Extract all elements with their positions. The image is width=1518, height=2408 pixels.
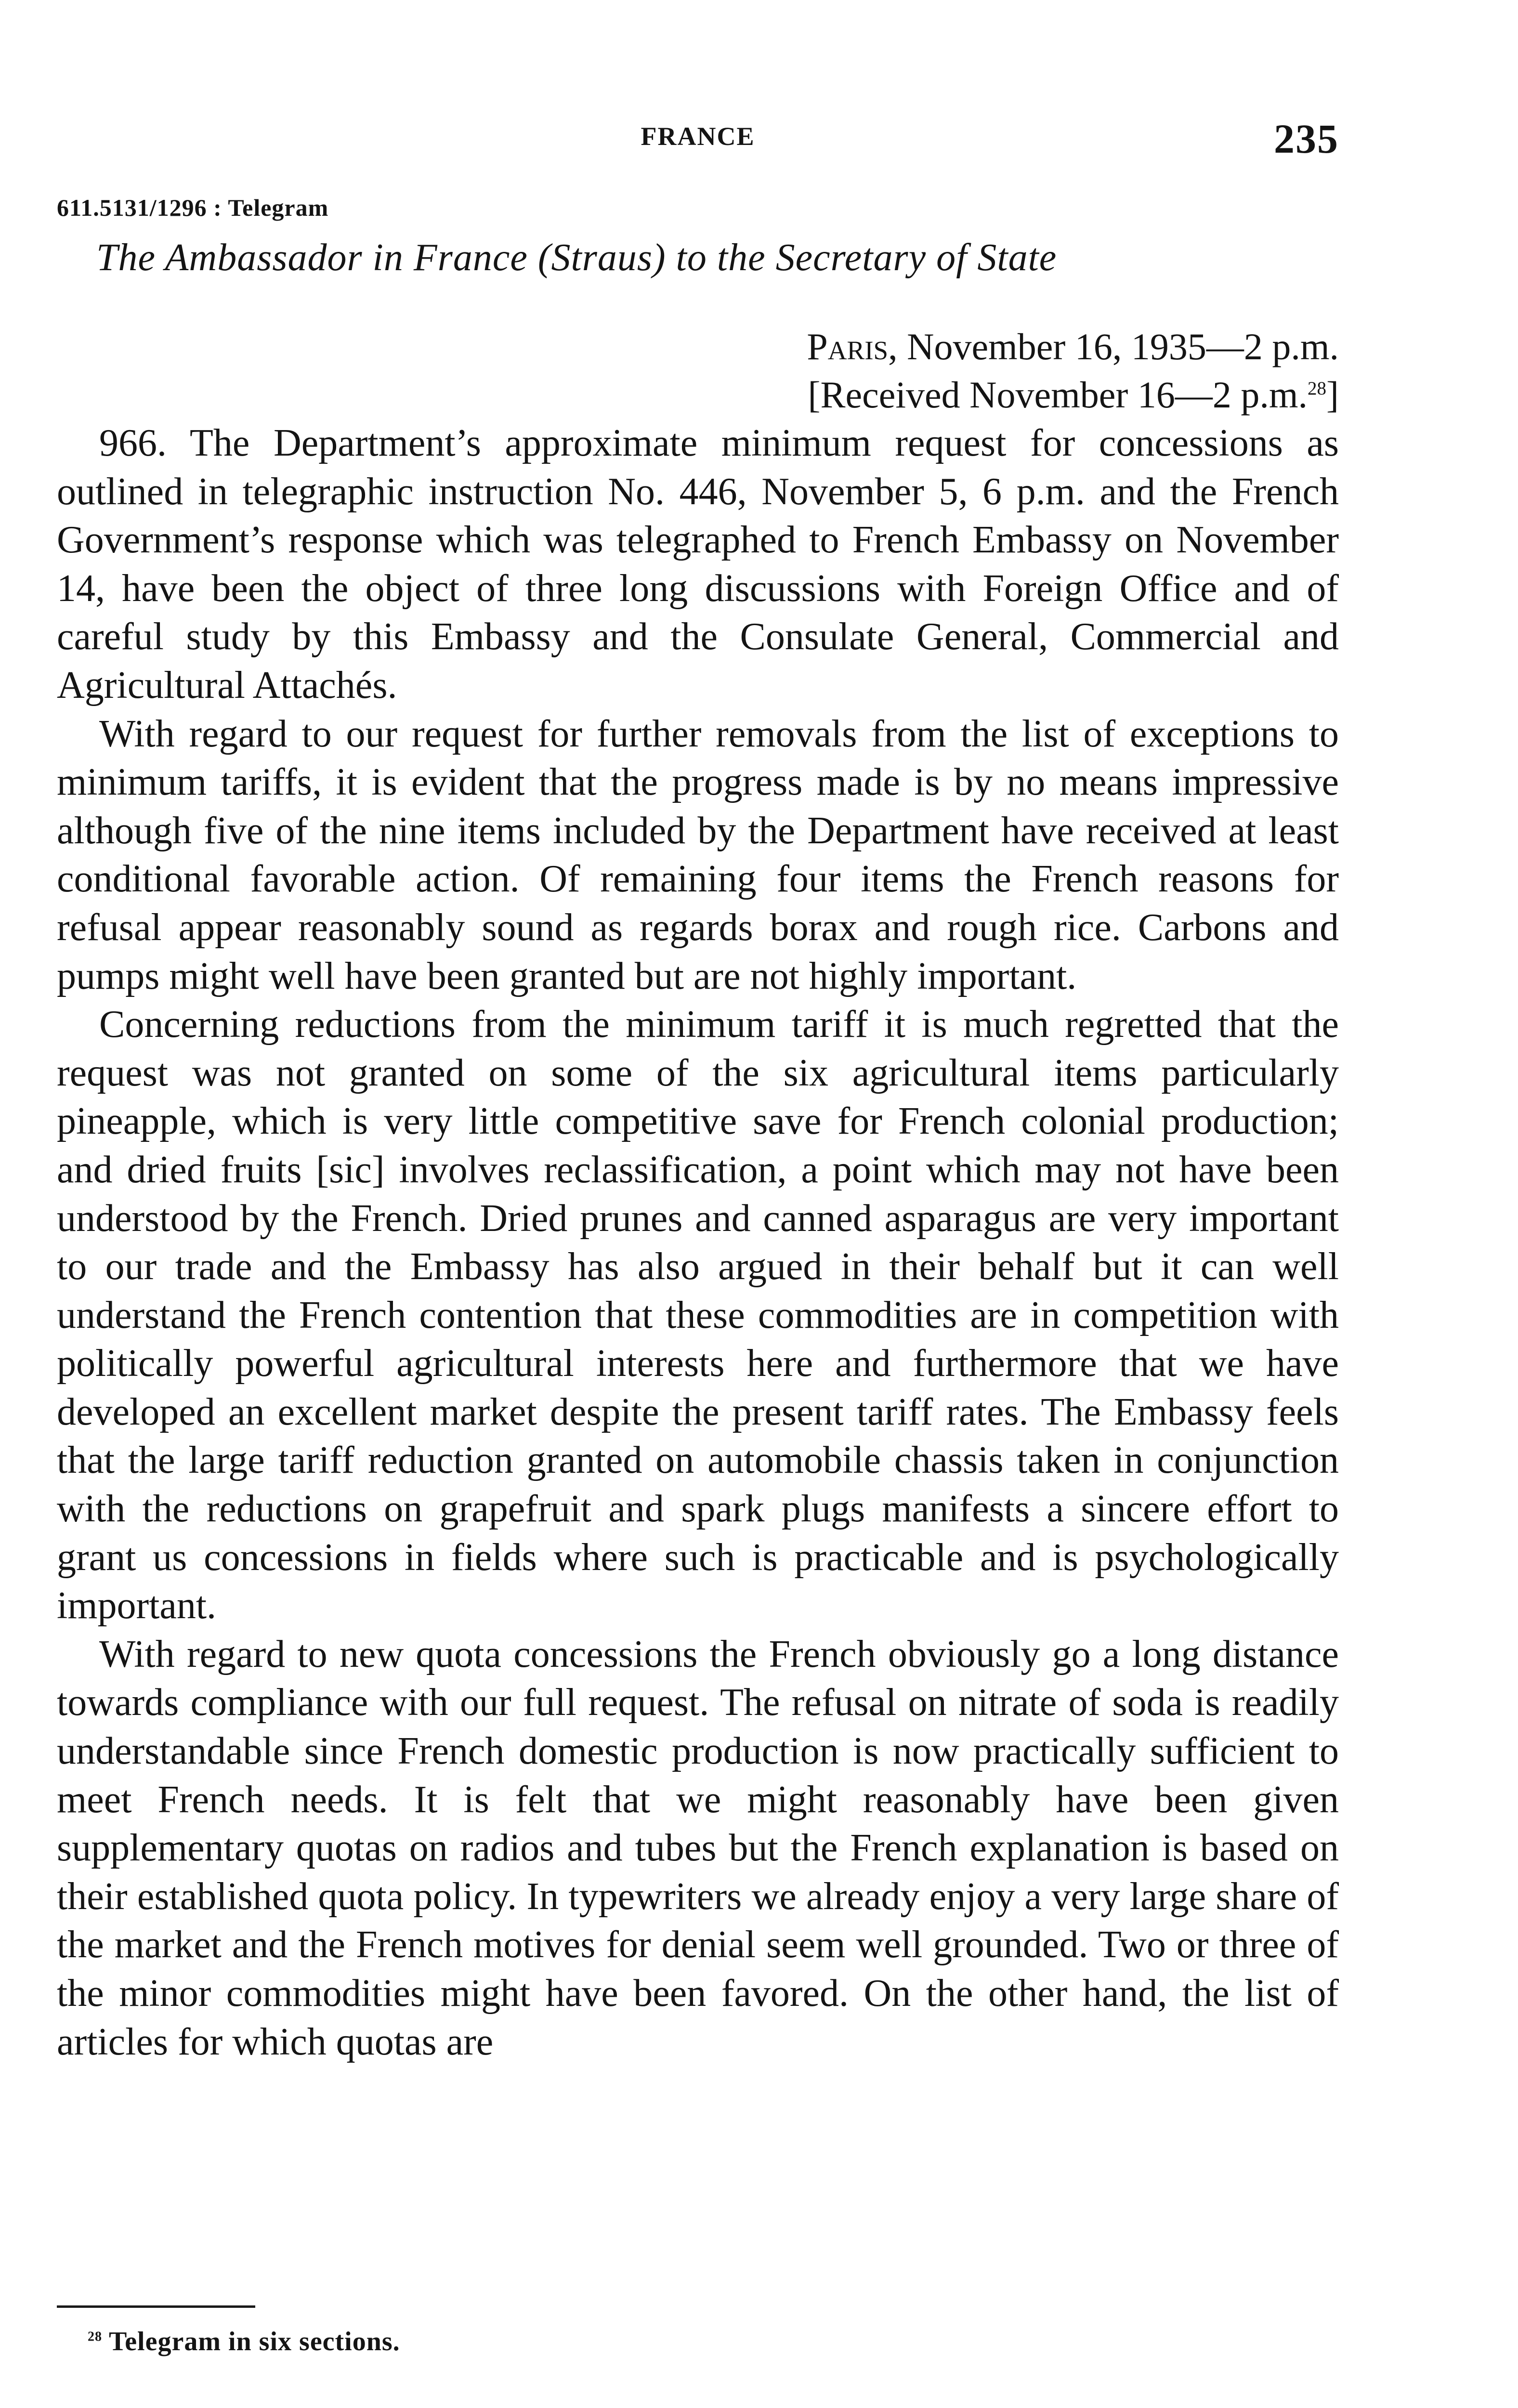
footnote-reference: 28 [1308,378,1327,399]
file-reference: 611.5131/1296 : Telegram [57,194,329,221]
telegram-body [57,419,1339,2066]
dateline-received-time: [Received November 16—2 p.m. [808,374,1308,416]
paragraph-2: With regard to our request for further removals from the list of exceptions to minimum tariffs, it is evident that the progress made is by no means impressive although five of the nine items included by the Department have received at least conditional favorable action. Of remaining four items the French reasons for refusal appear reasonably sound as regards borax and rough rice. Carbons and pumps might well have been granted but are not highly important. [57,712,1339,997]
page-number: 235 [1274,116,1339,162]
footnote-text: Telegram in six sections. [102,2327,400,2356]
dateline-sent-time: , November 16, 1935—2 p.m. [888,326,1339,367]
running-head [57,115,1339,168]
dateline-sent [807,323,1339,371]
paragraph-1: 966. The Department’s approximate minimum request for concessions as outlined in telegraphic instruction No. 446, November 5, 6 p.m. and the French Government’s response which was telegraphed to French Embassy on November 14, have been the object of three long discussions with Foreign Office and of careful study by this Embassy and the Consulate General, Commercial and Agricultural Attachés. [57,422,1339,707]
footnote-divider [57,2305,255,2308]
dateline-place: Paris [807,326,889,367]
paragraph-3: Concerning reductions from the minimum tariff it is much regretted that the request was not granted on some of the six agricultural items particularly pineapple, which is very little competitive save for French colonial production; and dried fruits [sic] involves reclassification, a point which may not have been understood by the French. Dried prunes and canned asparagus are very important to our trade and the Embassy has also argued in their behalf but it can well understand the French contention that these commodities are in competition with politically powerful agricultural interests here and furthermore that we have developed an excellent market despite the present tariff rates. The Embassy feels that the large tariff reduction granted on automobile chassis taken in conjunction with the reductions on grapefruit and spark plugs manifests a sincere effort to grant us concessions in fields where such is practicable and is psychologically important. [57,1003,1339,1627]
footnote [88,2326,400,2357]
paragraph-4: With regard to new quota concessions the French obviously go a long distance towards compliance with our full request. The refusal on nitrate of soda is readily understandable since French domestic production is now practically sufficient to meet French needs. It is felt that we might reasonably have been given supplementary quotas on radios and tubes but the French explanation is based on their established quota policy. In typewriters we already enjoy a very large share of the market and the French motives for denial seem well grounded. Two or three of the minor commodities might have been favored. On the other hand, the list of articles for which quotas are [57,1633,1339,2063]
document-heading: The Ambassador in France (Straus) to the Secretary of State [96,236,1057,279]
running-title: FRANCE [641,122,755,151]
dateline [807,323,1339,419]
footnote-marker: 28 [88,2329,102,2344]
dateline-received-close: ] [1326,374,1339,416]
dateline-received [807,371,1339,419]
